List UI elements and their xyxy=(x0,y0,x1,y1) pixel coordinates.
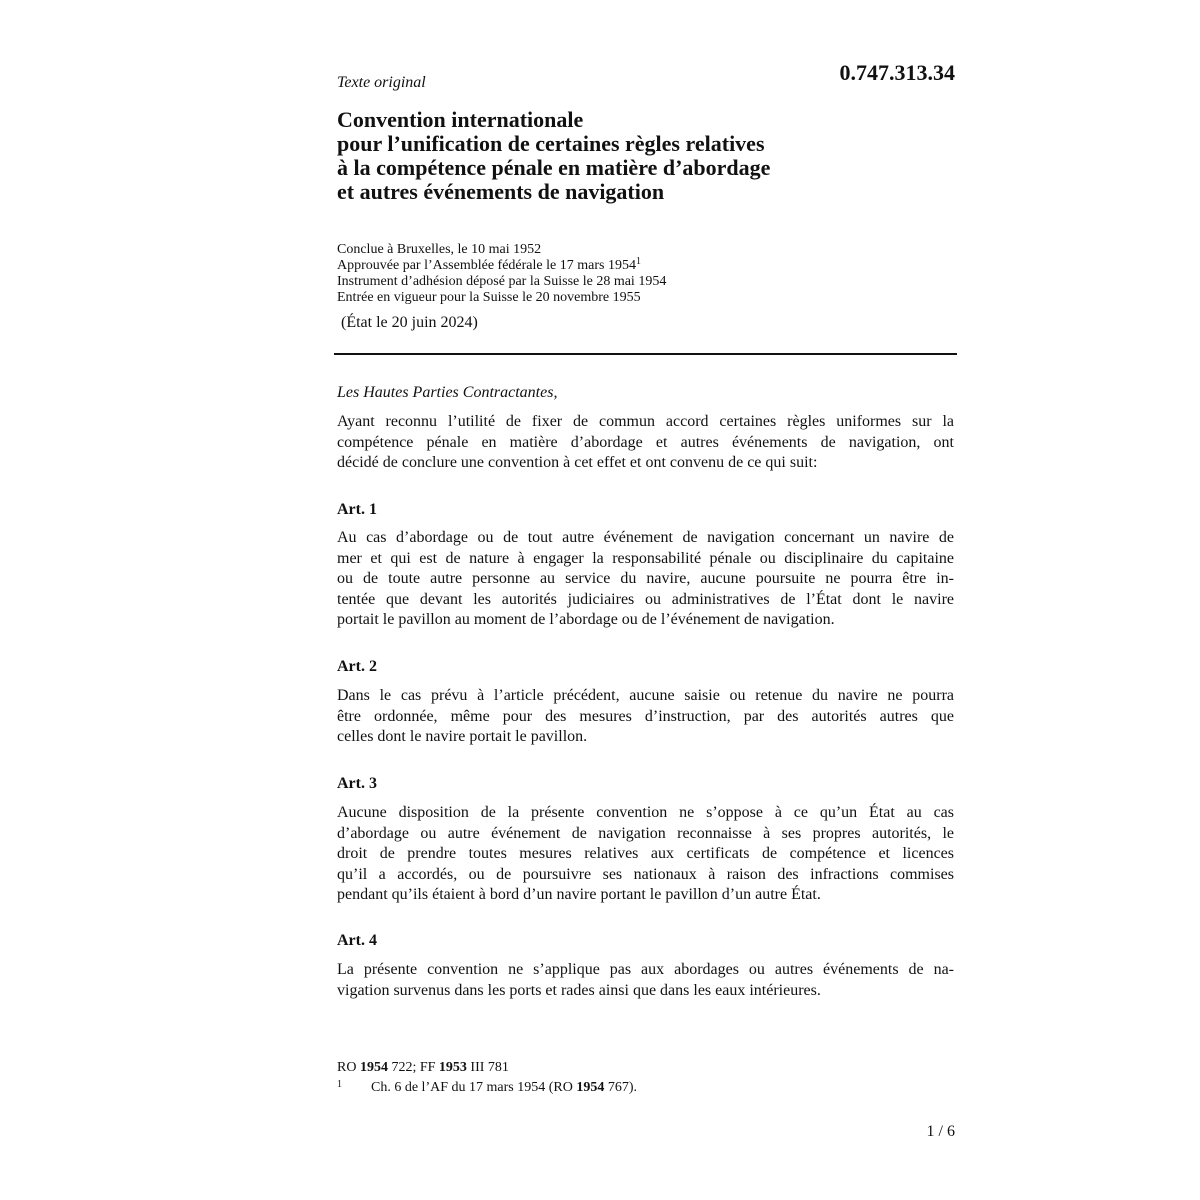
footnote-1: 1 Ch. 6 de l’AF du 17 mars 1954 (RO 1954 767). xyxy=(337,1079,637,1095)
title-line: à la compétence pénale en matière d’abordage xyxy=(337,155,771,180)
text-line: Au cas d’abordage ou de tout autre événement de navigation concernant un navire de xyxy=(337,529,954,546)
text-line: pendant qu’ils étaient à bord d’un navire portant le pavillon d’un autre État. xyxy=(337,886,821,903)
article-3-heading: Art. 3 xyxy=(337,775,377,792)
texte-original-label: Texte original xyxy=(337,74,426,91)
meta-approved xyxy=(337,258,666,274)
page-number: 1 / 6 xyxy=(926,1123,955,1140)
meta-approved-text: Approuvée par l’Assemblée fédérale le 17 mars 1954 xyxy=(337,258,636,273)
document-number: 0.747.313.34 xyxy=(839,60,955,85)
text-line: portait le pavillon au moment de l’abordage ou de l’événement de navigation. xyxy=(337,611,835,628)
footnote-1-year: 1954 xyxy=(576,1080,605,1095)
text-line: ou de toute autre personne au service du navire, aucune poursuite ne pourra être in- xyxy=(337,570,954,587)
document-title xyxy=(337,108,957,204)
text-line: d’abordage ou autre événement de navigation reconnaisse à ses propres autorités, le xyxy=(337,824,954,842)
text-line: droit de prendre toutes mesures relatives aux certificats de compétence et licences xyxy=(337,845,954,862)
text-line: celles dont le navire portait le pavillon. xyxy=(337,728,588,745)
text-line: Dans le cas prévu à l’article précédent, aucune saisie ou retenue du navire ne pourra xyxy=(337,687,954,704)
ff-label: FF xyxy=(419,1060,436,1075)
text-line: vigation survenus dans les ports et rades ainsi que dans les eaux intérieures. xyxy=(337,981,821,999)
enactment-metadata xyxy=(337,242,666,306)
preamble-paragraph xyxy=(337,412,954,474)
text-line: La présente convention ne s’applique pas aux abordages ou autres événements de na- xyxy=(337,961,954,978)
status-date: (État le 20 juin 2024) xyxy=(341,314,478,331)
article-1-paragraph xyxy=(337,528,954,631)
title-line: Convention internationale xyxy=(337,107,584,132)
article-2-paragraph xyxy=(337,686,954,748)
ro-label: RO xyxy=(337,1060,357,1075)
footnote-1-text: Ch. 6 de l’AF du 17 mars 1954 (RO xyxy=(371,1080,573,1095)
text-line: décidé de conclure une convention à cet effet et ont convenu de ce qui suit: xyxy=(337,454,818,471)
text-line: tentée que devant les autorités judiciaires ou administratives de l’État dont le navire xyxy=(337,590,954,608)
text-line: compétence pénale en matière d’abordage et autres événements de navigation, ont xyxy=(337,433,954,451)
article-3-paragraph xyxy=(337,803,954,906)
article-1-heading: Art. 1 xyxy=(337,501,377,518)
text-line: qu’il a accordés, ou de poursuivre ses nationaux à raison des infractions commises xyxy=(337,865,954,883)
article-4-paragraph xyxy=(337,960,954,1001)
footnote-ref-1[interactable]: 1 xyxy=(635,256,641,267)
text-line: mer et qui est de nature à engager la responsabilité pénale ou disciplinaire du capitaine xyxy=(337,549,954,567)
header-divider xyxy=(334,353,957,355)
text-line: être ordonnée, même pour des mesures d’instruction, par des autorités autres que xyxy=(337,707,954,725)
source-reference xyxy=(337,1058,637,1078)
article-2-heading: Art. 2 xyxy=(337,658,377,675)
ff-year: 1953 xyxy=(438,1060,467,1075)
text-line: Aucune disposition de la présente convention ne s’oppose à ce qu’un État au cas xyxy=(337,804,954,821)
footnote-1-text-after: 767). xyxy=(607,1080,637,1095)
ro-page: 722; xyxy=(391,1060,417,1075)
article-4-heading: Art. 4 xyxy=(337,932,377,949)
preamble-heading: Les Hautes Parties Contractantes, xyxy=(337,384,558,401)
ff-rest: III 781 xyxy=(470,1060,509,1075)
footnotes xyxy=(337,1058,637,1098)
title-line: pour l’unification de certaines règles relatives xyxy=(337,131,765,156)
meta-concluded: Conclue à Bruxelles, le 10 mai 1952 xyxy=(337,242,542,257)
meta-accession: Instrument d’adhésion déposé par la Suisse le 28 mai 1954 xyxy=(337,274,667,289)
ro-year: 1954 xyxy=(359,1060,388,1075)
text-line: Ayant reconnu l’utilité de fixer de commun accord certaines règles uniformes sur la xyxy=(337,413,954,430)
title-line: et autres événements de navigation xyxy=(337,179,665,204)
meta-entry-into-force: Entrée en vigueur pour la Suisse le 20 novembre 1955 xyxy=(337,290,641,305)
